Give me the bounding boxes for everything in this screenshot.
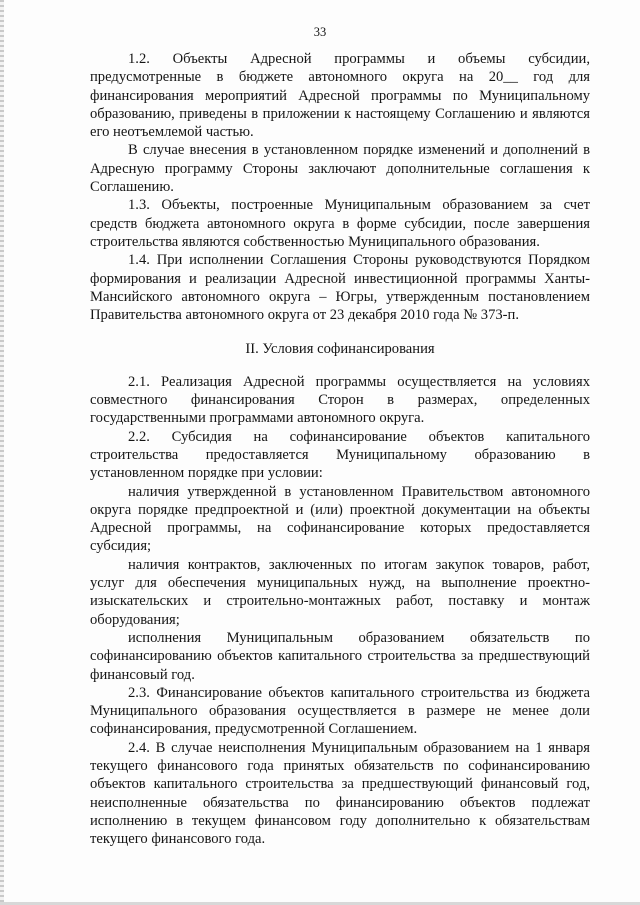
condition-obligations: исполнения Муниципальным образованием обязательств по софинансированию объектов капитального строительства за предшествующий финансовый год.	[90, 629, 590, 683]
paragraph-1-2: 1.2. Объекты Адресной программы и объемы субсидии, предусмотренные в бюджете автономного округа на 20__ год для финансирования мероприятий Адресной программы по Муниципальному образованию, приведены в приложении к настоящему Соглашению и являются его неотъемлемой частью.	[90, 51, 590, 141]
paragraph-2-1: 2.1. Реализация Адресной программы осуществляется на условиях совместного финансирования Сторон в размерах, определенных государственными программами автономного округа.	[90, 373, 590, 427]
condition-contracts: наличия контрактов, заключенных по итогам закупок товаров, работ, услуг для обеспечения муниципальных нужд, на выполнение проектно-изыскательских и строительно-монтажных работ, поставку и монтаж оборудования;	[90, 556, 590, 628]
paragraph-1-3: 1.3. Объекты, построенные Муниципальным образованием за счет средств бюджета автономного округа в форме субсидии, после завершения строительства являются собственностью Муниципального образования.	[90, 197, 590, 250]
paragraph-2-2: 2.2. Субсидия на софинансирование объектов капитального строительства предоставляется Муниципальному образованию в установленном порядке при условии:	[90, 428, 590, 482]
scan-left-edge	[0, 0, 4, 905]
paragraph-2-4: 2.4. В случае неисполнения Муниципальным образованием на 1 января текущего финансового года принятых обязательств по софинансированию объектов капитального строительства за предшествующий финансовый год, неисполненные обязательства по финансированию объектов подлежат исполнению в текущем финансовом году дополнительно к обязательствам текущего финансового года.	[90, 739, 590, 848]
paragraph-1-4: 1.4. При исполнении Соглашения Стороны руководствуются Порядком формирования и реализации Адресной инвестиционной программы Ханты-Мансийского автономного округа – Югры, утвержденным постановлением Правительства автономного округа от 23 декабря 2010 года № 373-п.	[90, 252, 590, 324]
page-number: 33	[313, 25, 327, 39]
paragraph-1-2-amendments: В случае внесения в установленном порядке изменений и дополнений в Адресную программу Стороны заключают дополнительные соглашения к Соглашению.	[90, 142, 590, 196]
condition-documentation: наличия утвержденной в установленном Правительством автономного округа порядке предпроектной и (или) проектной документации на объекты Адресной программы, на софинансирование которых предоставляется субсидия;	[90, 483, 590, 555]
document-body	[90, 50, 590, 848]
section-heading: II. Условия софинансирования	[245, 341, 435, 358]
paragraph-2-3: 2.3. Финансирование объектов капитального строительства из бюджета Муниципального образования осуществляется в размере не менее доли софинансирования, предусмотренной Соглашением.	[90, 684, 590, 738]
